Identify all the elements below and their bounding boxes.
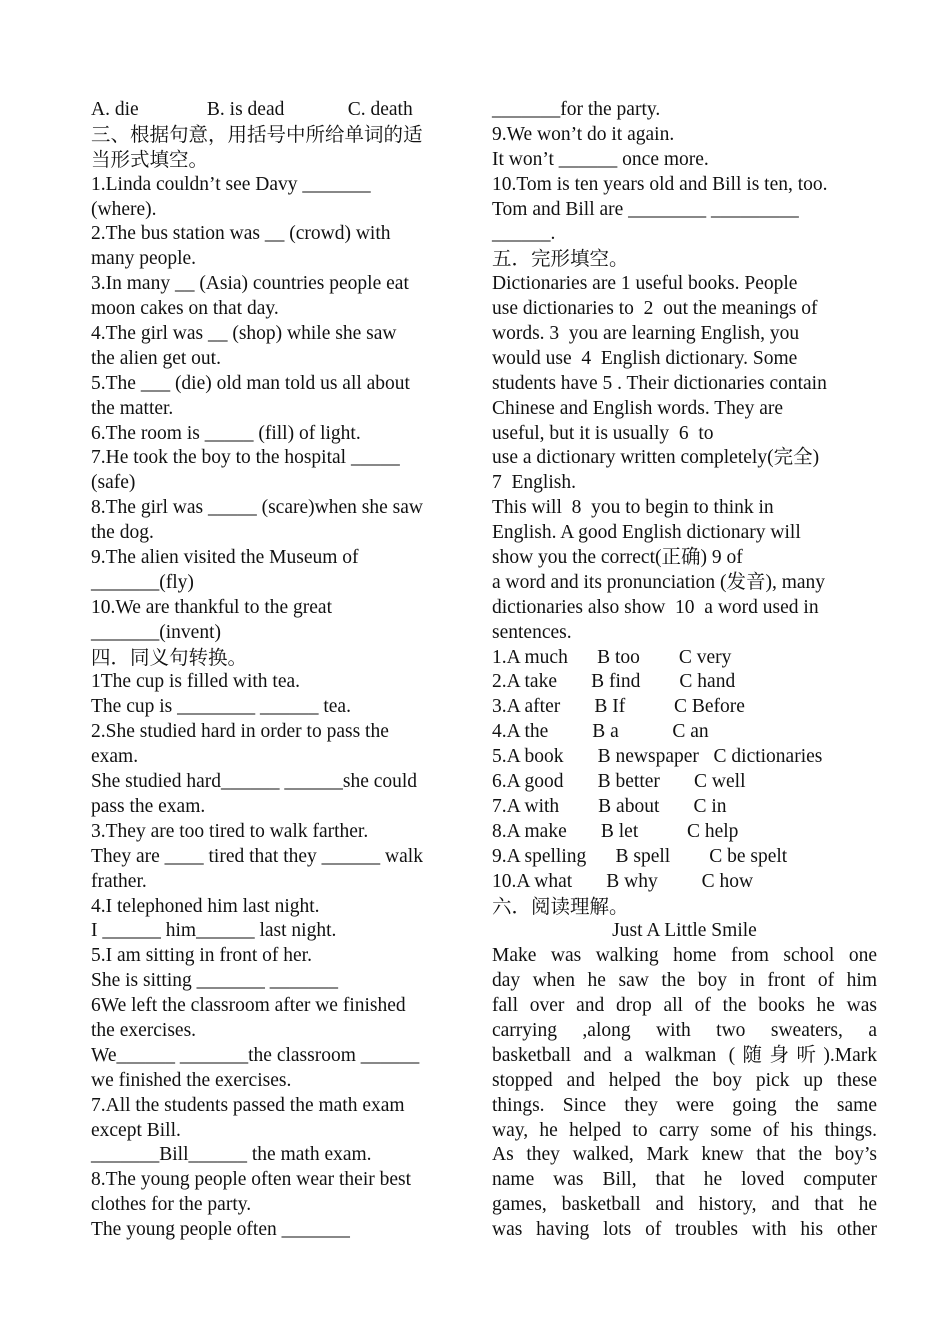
section-heading: 六．阅读理解。 [492,894,629,918]
text-line: 5.The ___ (die) old man told us all about [91,372,410,394]
text-line: (where). [91,198,157,220]
left-column [91,98,471,1243]
text-line: moon cakes on that day. [91,298,279,320]
text-line: dictionaries also show 10 a word used in [492,596,819,618]
text-line: 9.We won’t do it again. [492,123,675,145]
reading-title: Just A Little Smile [612,920,757,942]
option-line: 6.A good B better C well [492,771,746,793]
text-line: _______Bill______ the math exam. [91,1144,372,1166]
option-line: 3.A after B If C Before [492,696,745,718]
reading-line: way, he helped to carry some of his things. [492,1119,877,1141]
text-line: useful, but it is usually 6 to [492,422,714,444]
text-line: the matter. [91,397,174,419]
text-line: a word and its pronunciation (发音), many [492,571,826,593]
option-line: 5.A book B newspaper C dictionaries [492,746,823,768]
reading-line: basketball and a walkman (随身听).Mark [492,1044,877,1066]
text-line: 8.The girl was _____ (scare)when she saw [91,497,423,519]
text-line: 1.Linda couldn’t see Davy _______ [91,173,371,195]
section-heading: 五．完形填空。 [492,247,629,271]
text-line: 7.All the students passed the math exam [91,1094,405,1116]
text-line: sentences. [492,621,572,643]
text-line: (safe) [91,472,136,494]
text-line: Dictionaries are 1 useful books. People [492,273,798,295]
reading-line: Make was walking home from school one [492,945,877,967]
text-line: She is sitting _______ _______ [91,970,339,992]
text-line: 8.The young people often wear their best [91,1169,412,1191]
text-line: exam. [91,746,139,768]
text-line: clothes for the party. [91,1194,252,1216]
text-line: ______. [492,223,556,245]
text-line: 7 English. [492,472,576,494]
text-line: use a dictionary written completely(完全) [492,447,820,469]
text-line: 5.I am sitting in front of her. [91,945,312,967]
text-line: English. A good English dictionary will [492,522,801,544]
option-line: 7.A with B about C in [492,795,727,817]
text-line: 2.She studied hard in order to pass the [91,721,389,743]
text-line: We______ _______the classroom ______ [91,1044,420,1066]
reading-line: things. Since they were going the same [492,1094,877,1116]
text-line: 10.Tom is ten years old and Bill is ten, too. [492,173,828,195]
text-line: words. 3 you are learning English, you [492,323,800,345]
text-line: 1The cup is filled with tea. [91,671,301,693]
text-line: _______(invent) [91,621,221,643]
text-line: the exercises. [91,1019,197,1041]
text-line: They are ____ tired that they ______ walk [91,845,423,867]
text-line: _______for the party. [492,99,661,120]
text-line: _______(fly) [91,571,194,593]
reading-line: name was Bill, that he loved computer [492,1169,877,1191]
option-line: 2.A take B find C hand [492,671,736,693]
text-line: we finished the exercises. [91,1069,292,1091]
text-line: A. die B. is dead C. death [91,99,413,120]
text-line: 10.We are thankful to the great [91,596,332,618]
text-line: the alien get out. [91,347,221,369]
option-line: 10.A what B why C how [492,870,754,892]
text-line: would use 4 English dictionary. Some [492,347,798,369]
text-line: 6We left the classroom after we finished [91,995,406,1017]
text-line: except Bill. [91,1119,181,1141]
text-line: The cup is ________ ______ tea. [91,696,351,718]
text-line: show you the correct(正确) 9 of [492,547,743,569]
option-line: 9.A spelling B spell C be spelt [492,845,788,867]
text-line: This will 8 you to begin to think in [492,497,774,519]
text-line: 7.He took the boy to the hospital _____ [91,447,400,469]
reading-line: stopped and helped the boy pick up these [492,1069,877,1091]
text-line: 9.The alien visited the Museum of [91,547,359,569]
reading-line: carrying ,along with two sweaters, a [492,1019,877,1041]
reading-line: As they walked, Mark knew that the boy’s [492,1144,877,1166]
text-line: 4.The girl was __ (shop) while she saw [91,323,397,345]
text-line: frather. [91,870,147,892]
text-line: Chinese and English words. They are [492,397,783,419]
section-heading: 四．同义句转换。 [91,645,248,669]
text-line: The young people often _______ [91,1219,350,1241]
text-line: the dog. [91,522,154,544]
text-line: students have 5 . Their dictionaries contain [492,372,827,394]
text-line: It won’t ______ once more. [492,148,709,170]
text-line: I ______ him______ last night. [91,920,337,942]
reading-line: fall over and drop all of the books he was [492,995,877,1017]
reading-line: was having lots of troubles with his other [492,1219,877,1241]
text-line: 2.The bus station was __ (crowd) with [91,223,391,245]
section-heading: 当形式填空。 [91,147,209,171]
text-line: Tom and Bill are ________ _________ [492,198,799,220]
text-line: She studied hard______ ______she could [91,771,418,793]
right-column [492,98,877,1243]
text-line: use dictionaries to 2 out the meanings of [492,298,818,320]
text-line: 4.I telephoned him last night. [91,895,320,917]
text-line: 6.The room is _____ (fill) of light. [91,422,361,444]
reading-line: day when he saw the boy in front of him [492,970,877,992]
option-line: 4.A the B a C an [492,721,709,743]
reading-line: games, basketball and history, and that he [492,1194,877,1216]
option-line: 1.A much B too C very [492,646,732,668]
text-line: many people. [91,248,197,270]
section-heading: 三、根据句意，用括号中所给单词的适 [91,122,423,146]
text-line: 3.In many __ (Asia) countries people eat [91,273,409,295]
text-line: 3.They are too tired to walk farther. [91,820,369,842]
option-line: 8.A make B let C help [492,820,739,842]
text-line: pass the exam. [91,795,206,817]
